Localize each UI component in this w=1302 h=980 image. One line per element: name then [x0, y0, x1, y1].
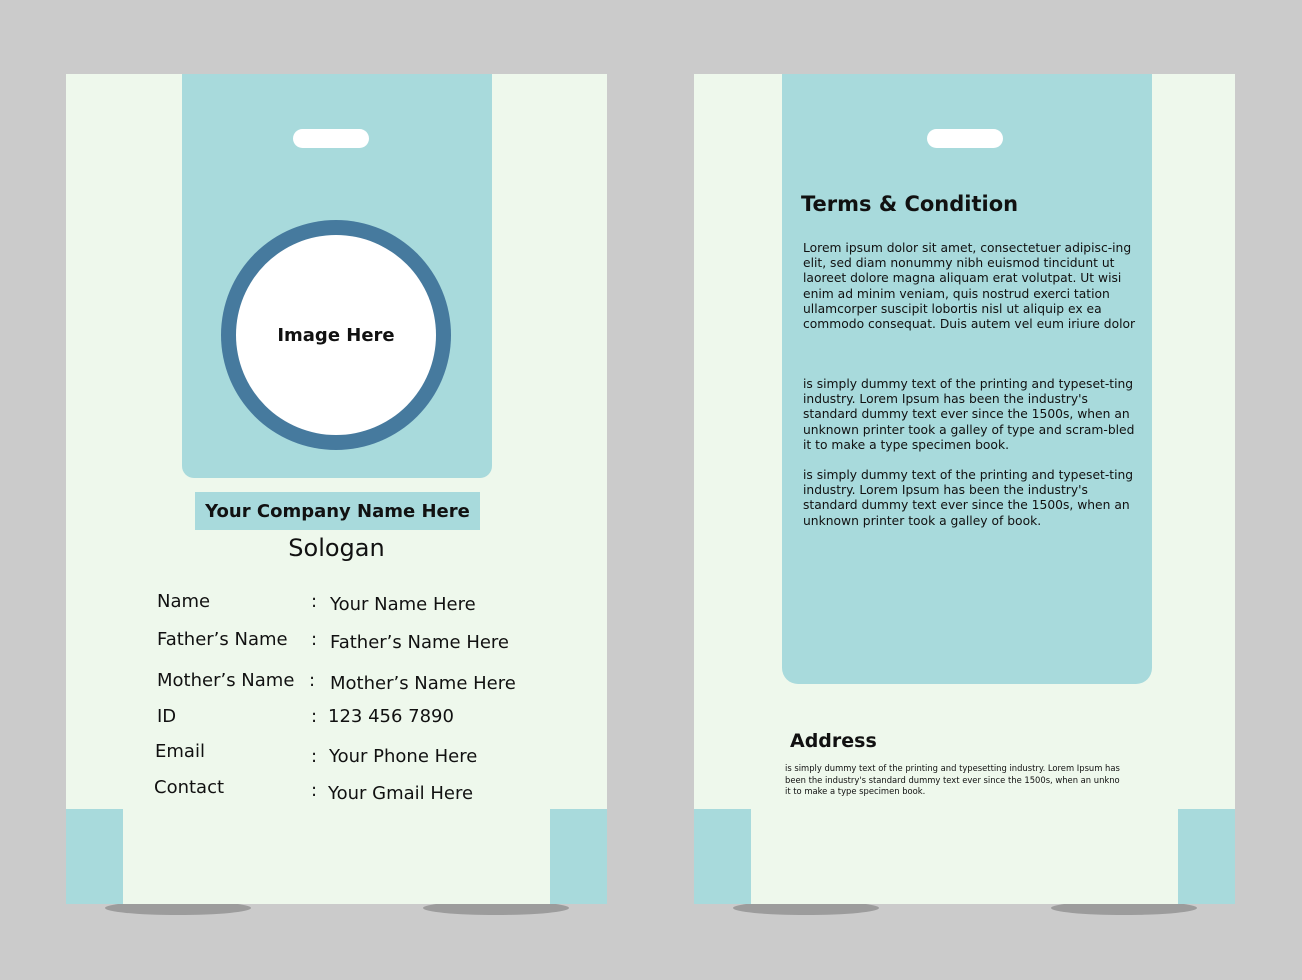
- photo-frame: [221, 220, 451, 450]
- terms-paragraph: is simply dummy text of the printing and typeset-ting industry. Lorem Ipsum has been the industry's standard dummy text ever since the 1500s, when an unknown printer took a galley of book.: [803, 468, 1134, 528]
- field-value-id: 123 456 7890: [328, 706, 454, 727]
- address-text: is simply dummy text of the printing and typesetting industry. Lorem Ipsum has been the industry's standard dummy text ever since the 1500s, when an unkno it to make a type specimen book.: [785, 763, 1120, 796]
- field-value-email: Your Phone Here: [329, 746, 478, 767]
- corner-accent-right: [550, 809, 607, 904]
- field-colon: :: [311, 746, 318, 767]
- lanyard-slot: [293, 129, 369, 148]
- company-name: Your Company Name Here: [195, 492, 480, 530]
- id-card-back: [694, 74, 1235, 904]
- field-colon: :: [311, 591, 318, 612]
- field-label-email: Email: [155, 741, 205, 762]
- terms-paragraph: Lorem ipsum dolor sit amet, consectetuer adipisc-ing elit, sed diam nonummy nibh euismod tincidunt ut laoreet dolore magna aliquam erat volutpat. Ut wisi enim ad minim veniam, quis nostrud exerci tation ullamcorper suscipit lobortis nisl ut aliquip ex ea commodo consequat. Duis autem vel eum iriure dolor: [803, 241, 1136, 332]
- address-title: Address: [790, 730, 877, 752]
- terms-title: Terms & Condition: [801, 192, 1019, 216]
- slogan: Sologan: [288, 534, 385, 562]
- corner-accent-right: [1178, 809, 1235, 904]
- field-colon: :: [309, 670, 316, 691]
- field-label-name: Name: [157, 591, 211, 612]
- photo-placeholder-label: Image Here: [277, 324, 395, 346]
- field-label-id: ID: [157, 706, 177, 727]
- field-value-mothers-name: Mother’s Name Here: [330, 673, 516, 694]
- corner-accent-left: [694, 809, 751, 904]
- field-colon: :: [311, 706, 318, 727]
- field-label-mothers-name: Mother’s Name: [157, 670, 295, 691]
- terms-paragraph: is simply dummy text of the printing and typeset-ting industry. Lorem Ipsum has been the industry's standard dummy text ever since the 1500s, when an unknown printer took a galley of type and scram-bled it to make a type specimen book.: [803, 377, 1135, 452]
- field-value-name: Your Name Here: [330, 594, 476, 615]
- id-card-front: [66, 74, 607, 904]
- photo-placeholder[interactable]: [236, 235, 436, 435]
- field-label-contact: Contact: [154, 777, 225, 798]
- field-value-fathers-name: Father’s Name Here: [330, 632, 510, 653]
- field-value-contact: Your Gmail Here: [328, 783, 474, 804]
- field-colon: :: [311, 629, 318, 650]
- lanyard-slot: [927, 129, 1003, 148]
- field-colon: :: [311, 780, 318, 801]
- corner-accent-left: [66, 809, 123, 904]
- field-label-fathers-name: Father’s Name: [157, 629, 288, 650]
